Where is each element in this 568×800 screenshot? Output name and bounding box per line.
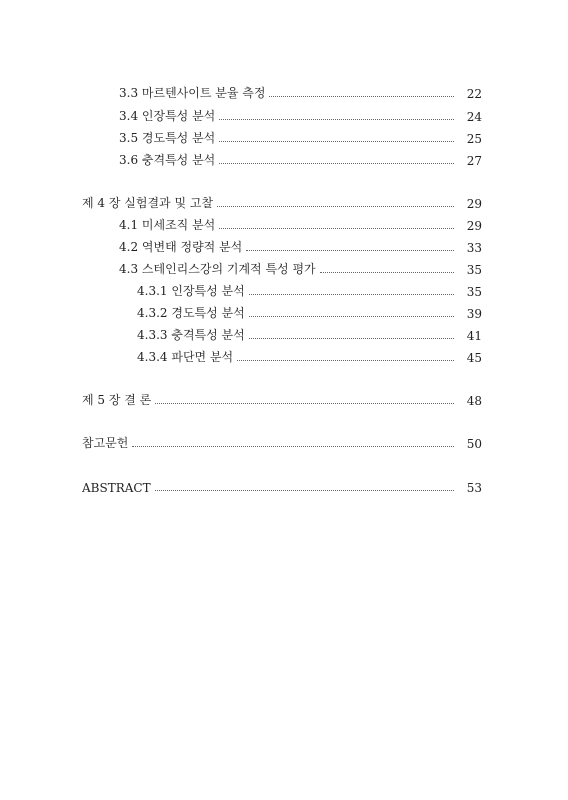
toc-entry-page: 29: [466, 197, 482, 211]
toc-entry-page: 48: [466, 394, 482, 408]
toc-entry-label: 제 5 장 결 론: [82, 393, 152, 407]
toc-entry-page: 27: [466, 154, 482, 168]
toc-leader: [219, 140, 454, 142]
toc-entry-page: 33: [466, 241, 482, 255]
toc-leader: [132, 445, 454, 447]
toc-entry[interactable]: [119, 215, 482, 233]
toc-entry-label: 4.3.4 파단면 분석: [137, 350, 234, 364]
toc-leader: [219, 227, 454, 229]
toc-entry[interactable]: [119, 259, 482, 277]
toc-subentry[interactable]: [137, 281, 482, 299]
toc-entry-label: 3.6 충격특성 분석: [119, 153, 216, 167]
toc-entry[interactable]: [119, 150, 482, 168]
toc-leader: [249, 337, 454, 339]
toc-leader: [269, 95, 454, 97]
toc-entry-label: 4.2 역변태 정량적 분석: [119, 240, 243, 254]
toc-entry-page: 35: [466, 263, 482, 277]
toc-entry-page: 53: [466, 481, 482, 495]
toc-entry-page: 24: [466, 110, 482, 124]
toc-entry-label: 4.3 스테인리스강의 기계적 특성 평가: [119, 262, 316, 276]
toc-entry-label: 제 4 장 실험결과 및 고찰: [82, 196, 214, 210]
toc-subentry[interactable]: [137, 347, 482, 365]
toc-entry[interactable]: [119, 106, 482, 124]
toc-entry-label: ABSTRACT: [82, 481, 151, 495]
toc-chapter[interactable]: [82, 477, 482, 495]
toc-chapter[interactable]: [82, 193, 482, 211]
toc-subentry[interactable]: [137, 303, 482, 321]
toc-leader: [219, 118, 454, 120]
toc-entry-page: 50: [466, 437, 482, 451]
toc-entry[interactable]: [119, 237, 482, 255]
toc-entry-label: 4.3.3 충격특성 분석: [137, 328, 245, 342]
toc-entry-page: 41: [466, 329, 482, 343]
toc-entry-label: 3.3 마르텐사이트 분율 측정: [119, 86, 266, 100]
toc-entry-page: 29: [466, 219, 482, 233]
toc-entry-label: 3.4 인장특성 분석: [119, 109, 216, 123]
toc-entry-label: 참고문헌: [82, 436, 129, 450]
toc-entry-page: 35: [466, 285, 482, 299]
toc-entry-label: 4.3.1 인장특성 분석: [137, 284, 245, 298]
toc-chapter[interactable]: [82, 390, 482, 408]
toc-entry[interactable]: [119, 128, 482, 146]
toc-entry[interactable]: [119, 83, 482, 101]
toc-leader: [217, 205, 454, 207]
toc-subentry[interactable]: [137, 325, 482, 343]
toc-entry-page: 45: [466, 351, 482, 365]
toc-leader: [246, 249, 454, 251]
toc-chapter[interactable]: [82, 433, 482, 451]
toc-leader: [320, 271, 454, 273]
toc-entry-page: 25: [466, 132, 482, 146]
toc-leader: [249, 315, 454, 317]
toc-leader: [237, 359, 454, 361]
toc-leader: [155, 489, 454, 491]
toc-entry-label: 3.5 경도특성 분석: [119, 131, 216, 145]
toc-entry-page: 39: [466, 307, 482, 321]
toc-leader: [155, 402, 454, 404]
toc-entry-label: 4.3.2 경도특성 분석: [137, 306, 245, 320]
toc-leader: [219, 162, 454, 164]
toc-entry-label: 4.1 미세조직 분석: [119, 218, 216, 232]
toc-leader: [249, 293, 454, 295]
toc-entry-page: 22: [466, 87, 482, 101]
